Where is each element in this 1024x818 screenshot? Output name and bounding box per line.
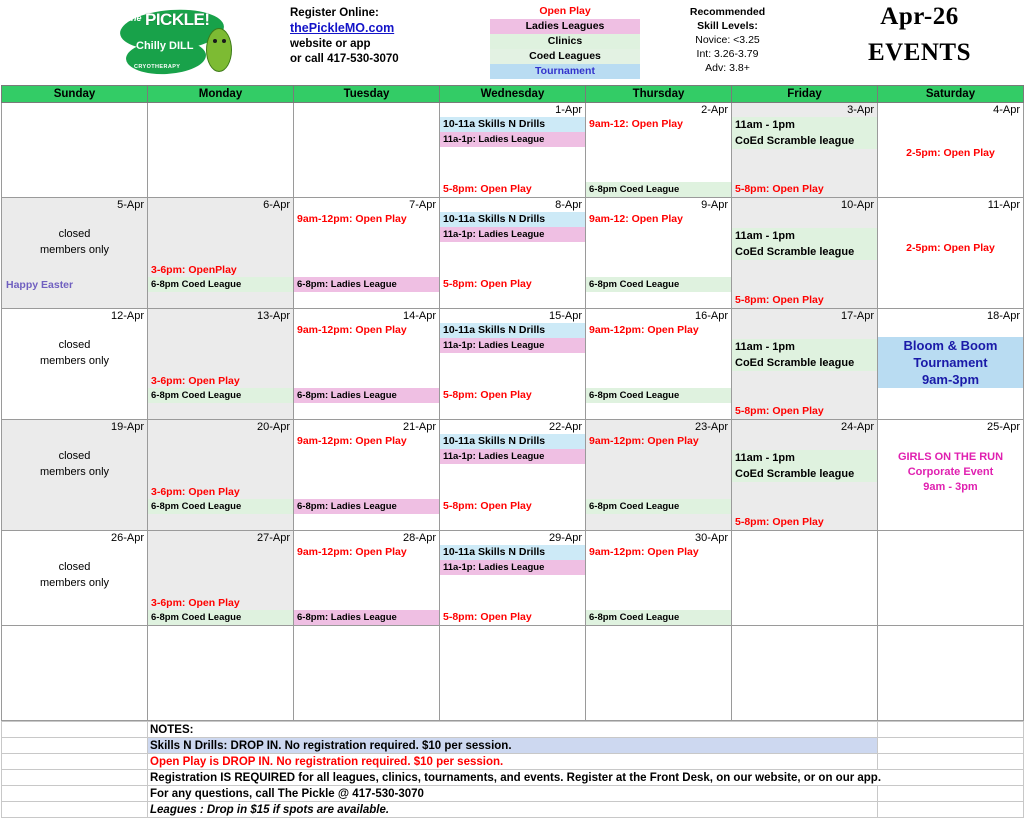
day-number: 2-Apr [701,104,728,116]
calendar-week-row [2,420,1024,531]
event-girls-on-the-run[interactable]: GIRLS ON THE RUN [897,451,1004,463]
event-tournament-name[interactable]: Bloom & Boom [878,337,1023,354]
day-cell-2-apr[interactable] [586,103,732,198]
day-cell-3-apr[interactable] [732,103,878,198]
event-ladies-league[interactable]: 6-8pm: Ladies League [294,277,439,292]
day-cell-empty[interactable] [294,103,440,198]
event-skills-n-drills[interactable]: 10-11a Skills N Drills [440,545,585,560]
calendar-week-row [2,531,1024,626]
event-ladies-league[interactable]: 6-8pm: Ladies League [294,610,439,625]
event-open-play[interactable]: 9am-12: Open Play [589,118,683,130]
day-cell-18-apr[interactable] [878,309,1024,420]
legend-open-play: Open Play [490,4,640,19]
day-number: 13-Apr [256,310,290,322]
event-open-play[interactable]: 5-8pm: Open Play [443,183,532,195]
day-number: 14-Apr [402,310,436,322]
event-coed-scramble-league[interactable]: CoEd Scramble league [732,355,877,371]
notes-questions: For any questions, call The Pickle @ 417-530-3070 [148,786,878,802]
event-open-play[interactable]: 3-6pm: OpenPlay [151,264,237,276]
event-coed-scramble-league[interactable]: CoEd Scramble league [732,244,877,260]
day-cell-5-apr[interactable] [2,198,148,309]
day-cell-28-apr[interactable] [294,531,440,626]
day-cell-29-apr[interactable] [440,531,586,626]
day-cell-11-apr[interactable] [878,198,1024,309]
day-cell-16-apr[interactable] [586,309,732,420]
notes-empty-cell [2,770,148,786]
day-number: 26-Apr [110,532,144,544]
day-number: 29-Apr [548,532,582,544]
notes-registration: Registration IS REQUIRED for all leagues, clinics, tournaments, and events. Register at the Front Desk, on our website, or on our app. [148,770,1024,786]
event-open-play[interactable]: 5-8pm: Open Play [735,183,824,195]
calendar-table [1,85,1024,721]
event-coed-league[interactable]: 6-8pm Coed League [586,610,731,625]
pickle-mascot-icon [206,28,232,72]
skill-novice: Novice: <3.25 [695,34,760,46]
notes-empty-cell [2,722,148,738]
register-online-label: Register Online: [290,7,379,19]
day-number: 25-Apr [986,421,1020,433]
event-open-play[interactable]: 5-8pm: Open Play [735,405,824,417]
legend-tournament: Tournament [490,64,640,79]
event-ladies-league[interactable]: 11a-1p: Ladies League [440,449,585,464]
day-cell-empty[interactable] [878,531,1024,626]
day-number: 8-Apr [555,199,582,211]
logo-cryotherapy-text: CRYOTHERAPY [134,63,181,70]
closed-label: closed [58,339,91,351]
website-link[interactable]: thePickleMO.com [290,21,395,35]
day-number: 12-Apr [110,310,144,322]
event-coed-scramble-time[interactable]: 11am - 1pm [732,339,877,355]
day-cell-21-apr[interactable] [294,420,440,531]
event-open-play[interactable]: 5-8pm: Open Play [443,611,532,623]
day-cell-26-apr[interactable] [2,531,148,626]
event-coed-league[interactable]: 6-8pm Coed League [586,277,731,292]
legend [490,0,640,85]
title-events: EVENTS [867,39,972,66]
event-coed-league[interactable]: 6-8pm Coed League [586,182,731,197]
event-open-play[interactable]: 3-6pm: Open Play [151,597,240,609]
event-skills-n-drills[interactable]: 10-11a Skills N Drills [440,434,585,449]
weekday-sunday: Sunday [2,86,148,103]
event-open-play[interactable]: 9am-12pm: Open Play [297,324,407,336]
event-tournament-time[interactable]: 9am-3pm [878,371,1023,388]
event-open-play[interactable]: 9am-12pm: Open Play [589,435,699,447]
notes-row-title [2,722,1024,738]
calendar-week-row [2,198,1024,309]
day-cell-25-apr[interactable] [878,420,1024,531]
notes-empty-cell [878,722,1024,738]
day-cell-7-apr[interactable] [294,198,440,309]
event-open-play[interactable]: 9am-12pm: Open Play [297,435,407,447]
closed-label: closed [58,561,91,573]
skill-advanced: Adv: 3.8+ [705,62,750,74]
day-cell-empty[interactable] [586,626,732,721]
event-open-play[interactable]: 5-8pm: Open Play [735,294,824,306]
event-ladies-league[interactable]: 11a-1p: Ladies League [440,338,585,353]
notes-empty-cell [878,738,1024,754]
notes-row-skills [2,738,1024,754]
day-number: 19-Apr [110,421,144,433]
day-number: 20-Apr [256,421,290,433]
day-number: 5-Apr [117,199,144,211]
weekday-tuesday: Tuesday [294,86,440,103]
day-cell-4-apr[interactable] [878,103,1024,198]
event-coed-scramble-league[interactable]: CoEd Scramble league [732,466,877,482]
notes-row-leagues [2,802,1024,818]
calendar-week-row [2,309,1024,420]
event-ladies-league[interactable]: 11a-1p: Ladies League [440,227,585,242]
day-number: 24-Apr [840,421,874,433]
day-number: 22-Apr [548,421,582,433]
day-cell-12-apr[interactable] [2,309,148,420]
day-cell-empty[interactable] [148,626,294,721]
day-cell-14-apr[interactable] [294,309,440,420]
event-open-play[interactable]: 2-5pm: Open Play [906,147,995,159]
day-number: 1-Apr [555,104,582,116]
event-ladies-league[interactable]: 6-8pm: Ladies League [294,388,439,403]
day-number [2,103,147,117]
notes-table [1,721,1024,818]
day-cell-30-apr[interactable] [586,531,732,626]
event-coed-scramble-time[interactable]: 11am - 1pm [732,450,877,466]
day-cell-1-apr[interactable] [440,103,586,198]
day-cell-empty[interactable] [732,531,878,626]
event-skills-n-drills[interactable]: 10-11a Skills N Drills [440,212,585,227]
notes-skills-n-drills: Skills N Drills: DROP IN. No registration required. $10 per session. [148,738,878,754]
day-cell-17-apr[interactable] [732,309,878,420]
weekday-saturday: Saturday [878,86,1024,103]
event-coed-scramble-league[interactable]: CoEd Scramble league [732,133,877,149]
skill-recommended-label: Recommended [689,6,766,18]
notes-empty-cell [878,754,1024,770]
event-ladies-league[interactable]: 11a-1p: Ladies League [440,560,585,575]
event-ladies-league[interactable]: 11a-1p: Ladies League [440,132,585,147]
day-number: 4-Apr [993,104,1020,116]
event-coed-league[interactable]: 6-8pm Coed League [148,499,293,514]
event-open-play[interactable]: 9am-12pm: Open Play [589,324,699,336]
day-number: 23-Apr [694,421,728,433]
event-ladies-league[interactable]: 6-8pm: Ladies League [294,499,439,514]
notes-title: NOTES: [148,722,878,738]
event-open-play[interactable]: 9am-12: Open Play [589,213,683,225]
event-coed-scramble-time[interactable]: 11am - 1pm [732,117,877,133]
day-cell-15-apr[interactable] [440,309,586,420]
members-only-label: members only [39,244,110,256]
event-open-play[interactable]: 5-8pm: Open Play [735,516,824,528]
day-number: 9-Apr [701,199,728,211]
page-title [815,0,1024,85]
event-open-play[interactable]: 9am-12pm: Open Play [589,546,699,558]
event-open-play[interactable]: 9am-12pm: Open Play [297,213,407,225]
calendar-week-row [2,103,1024,198]
day-number: 11-Apr [987,199,1020,211]
event-girls-time[interactable]: 9am - 3pm [923,481,978,493]
legend-ladies-leagues: Ladies Leagues [490,19,640,34]
day-cell-empty[interactable] [732,626,878,721]
day-cell-empty[interactable] [2,103,148,198]
event-open-play[interactable]: 5-8pm: Open Play [443,278,532,290]
register-phone: or call 417-530-3070 [290,53,399,65]
event-open-play[interactable]: 9am-12pm: Open Play [297,546,407,558]
day-number: 7-Apr [409,199,436,211]
event-coed-league[interactable]: 6-8pm Coed League [586,388,731,403]
day-number: 3-Apr [847,104,874,116]
day-cell-27-apr[interactable] [148,531,294,626]
legend-coed-leagues: Coed Leagues [490,49,640,64]
logo-chilly-dill-text: Chilly DILL [136,39,194,52]
weekday-friday: Friday [732,86,878,103]
event-corporate-event[interactable]: Corporate Event [907,466,994,478]
day-cell-9-apr[interactable] [586,198,732,309]
weekday-monday: Monday [148,86,294,103]
notes-open-play: Open Play is DROP IN. No registration required. $10 per session. [148,754,878,770]
event-open-play[interactable]: 5-8pm: Open Play [443,389,532,401]
day-cell-23-apr[interactable] [586,420,732,531]
notes-empty-cell [2,738,148,754]
event-coed-scramble-time[interactable]: 11am - 1pm [732,228,877,244]
members-only-label: members only [39,466,110,478]
event-tournament-label[interactable]: Tournament [878,354,1023,371]
notes-empty-cell [878,786,1024,802]
event-coed-league[interactable]: 6-8pm Coed League [586,499,731,514]
day-number [294,103,439,117]
legend-clinics: Clinics [490,34,640,49]
logo-the-text: the [128,12,142,23]
logo-pickle-text: PICKLE! [145,9,210,29]
day-cell-8-apr[interactable] [440,198,586,309]
day-number: 28-Apr [402,532,436,544]
day-number: 21-Apr [402,421,436,433]
weekday-thursday: Thursday [586,86,732,103]
skill-levels [640,0,815,85]
closed-label: closed [58,228,91,240]
title-month: Apr-26 [880,3,959,30]
day-cell-20-apr[interactable] [148,420,294,531]
day-number: 17-Apr [840,310,874,322]
weekday-wednesday: Wednesday [440,86,586,103]
day-number [732,531,877,545]
weekday-header-row [2,86,1024,103]
event-skills-n-drills[interactable]: 10-11a Skills N Drills [440,117,585,132]
day-number: 18-Apr [986,310,1020,322]
day-number [878,531,1023,545]
day-cell-empty[interactable] [148,103,294,198]
event-skills-n-drills[interactable]: 10-11a Skills N Drills [440,323,585,338]
notes-leagues: Leagues : Drop in $15 if spots are available. [148,802,878,818]
notes-row-registration [2,770,1024,786]
day-cell-empty[interactable] [294,626,440,721]
event-coed-league[interactable]: 6-8pm Coed League [148,277,293,292]
day-number: 6-Apr [263,199,290,211]
day-cell-24-apr[interactable] [732,420,878,531]
holiday-happy-easter: Happy Easter [6,279,74,291]
page-header [0,0,1024,85]
day-cell-10-apr[interactable] [732,198,878,309]
event-open-play[interactable]: 3-6pm: Open Play [151,375,240,387]
members-only-label: members only [39,355,110,367]
day-cell-empty[interactable] [440,626,586,721]
closed-label: closed [58,450,91,462]
day-number [148,103,293,117]
notes-empty-cell [2,786,148,802]
day-cell-empty[interactable] [878,626,1024,721]
the-pickle-logo [120,10,230,76]
notes-empty-cell [878,802,1024,818]
event-coed-league[interactable]: 6-8pm Coed League [148,388,293,403]
day-cell-6-apr[interactable] [148,198,294,309]
skill-intermediate: Int: 3.26-3.79 [696,48,759,60]
day-cell-empty[interactable] [2,626,148,721]
notes-row-open-play [2,754,1024,770]
day-number: 27-Apr [256,532,290,544]
day-cell-22-apr[interactable] [440,420,586,531]
logo-cell [0,0,290,85]
calendar-week-row-blank [2,626,1024,721]
day-cell-19-apr[interactable] [2,420,148,531]
event-open-play[interactable]: 3-6pm: Open Play [151,486,240,498]
day-number: 15-Apr [548,310,582,322]
skill-levels-label: Skill Levels: [697,20,758,32]
notes-empty-cell [2,802,148,818]
event-coed-league[interactable]: 6-8pm Coed League [148,610,293,625]
day-number: 10-Apr [840,199,874,211]
notes-row-questions [2,786,1024,802]
members-only-label: members only [39,577,110,589]
register-website-or-app: website or app [290,38,371,50]
day-number: 16-Apr [694,310,728,322]
register-info [290,0,490,85]
notes-empty-cell [2,754,148,770]
day-number: 30-Apr [694,532,728,544]
event-open-play[interactable]: 5-8pm: Open Play [443,500,532,512]
event-open-play[interactable]: 2-5pm: Open Play [906,242,995,254]
day-cell-13-apr[interactable] [148,309,294,420]
